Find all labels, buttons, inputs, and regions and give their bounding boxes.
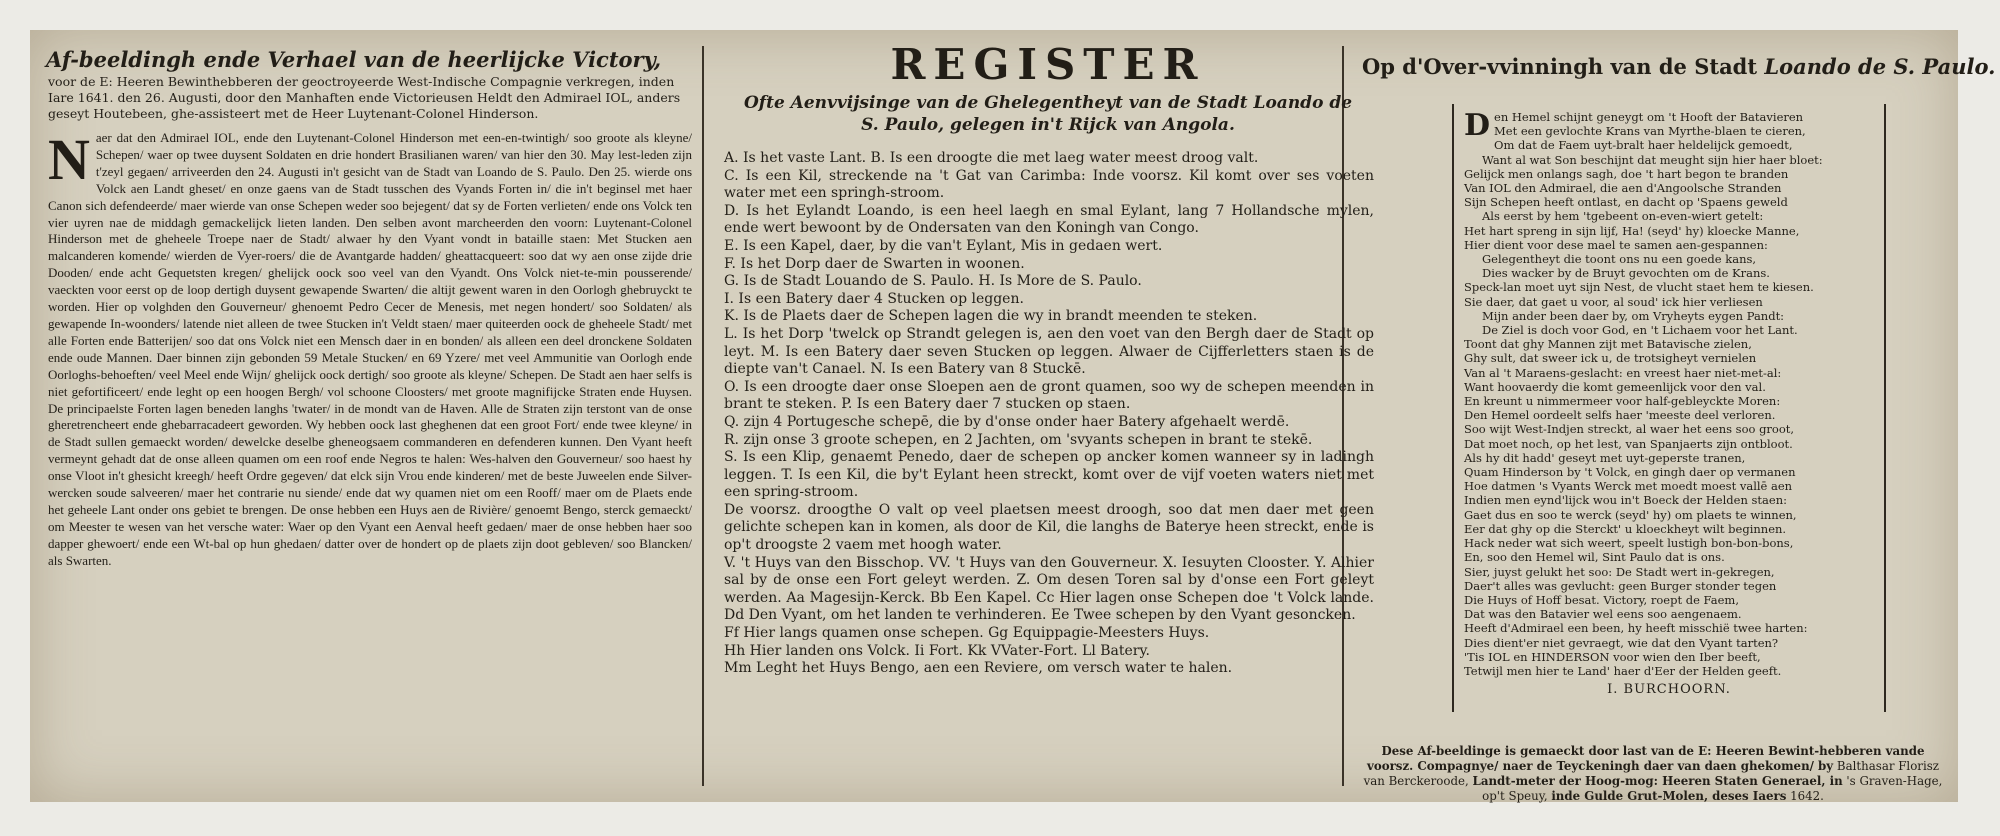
poem-line: Den Hemel oordeelt selfs haer 'meeste deel verloren. <box>1464 408 1776 423</box>
register-entry: Ff Hier langs quamen onse schepen. Gg Equippagie-Meesters Huys. <box>724 625 1210 642</box>
poem-line: Om dat de Faem uyt-bralt haer heldelijck gemoedt, <box>1494 138 1793 153</box>
right-column <box>1360 40 1996 803</box>
poem <box>1464 110 1874 678</box>
dropcap-n: N <box>48 127 90 192</box>
poem-line: De Ziel is doch voor God, en 't Lichaem voor het Lant. <box>1482 323 1798 338</box>
register-entry: O. Is een droogte daer onse Sloepen aen de gront quamen, soo wy de schepen meenden in brant te steken. P. Is een Batery daer 7 stucken op staen. <box>724 378 1374 413</box>
poem-line: Eer dat ghy op die Sterckt' u kloeckheyt wilt beginnen. <box>1464 521 1787 536</box>
poem-line: Daer't alles was gevlucht: geen Burger stonder tegen <box>1464 578 1777 593</box>
poem-line: Die Huys of Hoff besat. Victory, roept de Faem, <box>1464 592 1739 607</box>
imprint-part-a: Dese Af-beeldinge is gemaeckt door last van de E: Heeren Bewint-hebberen vande voorsz. Compagnye/ naer de Teyckeningh daer van daen ghekomen/ by <box>1367 744 1925 773</box>
register-entry: C. Is een Kil, streckende na 't Gat van Carimba: Inde voorsz. Kil komt over ses voeten water met een springh-stroom. <box>724 167 1374 202</box>
poem-line: Gaet dus en soo te werck (seyd' hy) om plaets te winnen, <box>1464 507 1797 522</box>
column-divider-left <box>702 46 704 786</box>
register-title: REGISTER <box>890 40 1206 89</box>
register-entry: Hh Hier landen ons Volck. Ii Fort. Kk VVater-Fort. Ll Batery. <box>724 642 1151 659</box>
poem-line: Hier dient voor dese mael te samen aen-gespannen: <box>1464 237 1768 252</box>
poem-line: En, soo den Hemel wil, Sint Paulo dat is ons. <box>1464 550 1725 565</box>
register-entry: R. zijn onse 3 groote schepen, en 2 Jachten, om 'svyants schepen in brant te stekē. <box>724 431 1313 448</box>
imprint-note <box>1362 744 1944 804</box>
poem-box <box>1452 104 1886 712</box>
poem-line: Hoe datmen 's Vyants Werck met moedt moest vallē aen <box>1464 479 1793 494</box>
poem-title <box>1362 54 1996 80</box>
imprint-part-c: inde Gulde Grut-Molen, deses Iaers <box>1551 789 1787 803</box>
poem-line: Speck-lan moet uyt sijn Nest, de vlucht staet hem te kiesen. <box>1464 280 1814 295</box>
left-title: Af-beeldingh ende Verhael van de heerlijcke Victory, <box>46 47 662 72</box>
victory-account <box>48 127 692 570</box>
poem-line: Heeft d'Admirael een been, hy heeft misschië twee harten: <box>1464 621 1808 636</box>
poem-line: Sie daer, dat gaet u voor, al soud' ick hier verliesen <box>1464 294 1763 309</box>
register-entry: L. Is het Dorp 'twelck op Strandt gelegen is, aen den voet van den Bergh daer de Stadt op leyt. M. Is een Batery daer seven Stucken op leggen. Alwaer de Cijfferletters staen is de diepte van't Canael. N. Is een Batery van 8 Stuckē. <box>724 325 1374 378</box>
victory-account-text: aer dat den Admirael IOL, ende den Luytenant-Colonel Hinderson met een-en-twintigh/ soo groote als kleyne/ Schepen/ waer op twee duysent Soldaten en drie hondert Brasilianen waren/ van hier den 30. May lest-leden zijn t'zeyl gegaen/ arriveerden den 24. Augusti in't gesicht van de Stadt van Loando de S. Paulo. Den 25. wierde ons Volck aen Landt gheset/ en onze gaens van de Stadt tusschen des Vyands Forten in/ die in't beginsel met haer Canon sich defendeerde/ maer wierde van onse Schepen weder soo bejegent/ dat sy de Forten verlieten/ ende ons Volck ten vier uyren nae de middagh gemackelijck lieten landen. Den selben avont marcheerden den voorn: Luytenant-Colonel Hinderson met de gheheele Troepe naer de Stadt/ alwaer hy den Vyant vondt in bataille staen: Met Stucken aen malcanderen komende/ wierden de Vyer-roers/ die de Avantgarde hadden/ gheattacqueert: soo dat wy aen onse zijde drie Dooden/ ende acht Gequetsten kregen/ ghelijck oock soo veel van den Vyandt. Ons Volck niet-te-min pousserende/ vaeckten voor eerst op de loop dertigh duysent gewapende Swarten/ die altijt gewent waren in den Oorlogh ghebruyckt te worden. Hier op volghden den Gouverneur/ ghenoemt Pedro Cecer de Menesis, met negen hondert/ soo Soldaten/ als gewapende In-woonders/ latende niet alleen de twee Stucken in't Veldt staen/ maer quiteerden oock de gheheele Stadt/ met alle Forten ende Batterijen/ soo dat ons Volck niet een Mensch daer in en bonden/ als alleen een deel dronckene Soldaten ende oude Mannen. Daer binnen zijn gebonden 59 Metale Stucken/ en 69 Yzere/ met veel Ammunitie van Oorlogh ende Oorloghs-behoeften/ veel Meel ende Wijn/ ghelijck oock dertigh/ soo groote als kleyne/ Schepen. De Stadt aen haer selfs is niet gefortificeert/ ende leght op een hoogen Bergh/ vol schoone Cloosters/ met groote magnifijcke Straten ende Huysen. De principaelste Forten lagen beneden langhs 'twater/ in de mondt van de Haven. Alle de Straten zijn terstont van de onse gheretrencheert ende ghebarracadeert geworden. Wy hebben oock last gheghenen dat een groot Fort/ ende twee kleyne/ in de Stadt sullen gemaeckt worden/ dewelcke deselbe gheneogsaem commanderen en defenderen kunnen. Den Vyant heeft vermeynt gehadt dat de onse alleen quamen om een roof ende Negros te halen: Wes-halven den Gouverneur/ soo haest hy onse Vloot in't ghesicht kreegh/ heeft Ordre gegeven/ dat elck sijn Vrou ende kinderen/ met de beste Juweelen ende Silver-wercken soude salveeren/ maer het contrarie nu siende/ ende dat wy quamen niet om een Rooff/ maer om de Plaets ende het geheele Lant onder ons gebiet te brengen. De onse hebben een Huys aen de Rivière/ genoemt Bengo, sterck gemaeckt/ om Meester te wesen van het versche water: Waer op den Vyant een Aenval heeft gedaen/ maer de onse hebben haer soo dapper ghewoert/ ende een Wt-bal op hun ghedaen/ datter over de hondert op de plaets zijn doot gebleven/ soo Blancken/ als Swarten. <box>48 130 692 568</box>
poem-line: Gelijck men onlangs sagh, doe 't hart begon te branden <box>1464 166 1789 181</box>
dropcap-d: D <box>1464 108 1491 143</box>
imprint-place: 's Graven-Hage, op't Speuy, <box>1482 774 1943 803</box>
poem-line: Want al wat Son beschijnt dat meught sijn hier haer bloet: <box>1482 152 1823 167</box>
poem-title-place: Loando de S. Paulo. <box>1764 54 1996 79</box>
imprint-part-b: Landt-meter der Hoog-mog: Heeren Staten Generael, in <box>1472 774 1843 788</box>
poem-line: Gelegentheyt die toont ons nu een goede kans, <box>1482 252 1757 267</box>
poem-line: Sijn Schepen heeft ontlast, en dacht op 'Spaens geweld <box>1464 195 1788 210</box>
poem-line: Sier, juyst gelukt het soo: De Stadt wert in-gekregen, <box>1464 564 1775 579</box>
register-entry: Mm Leght het Huys Bengo, aen een Reviere, om versch water te halen. <box>724 660 1233 677</box>
poem-line: Dies dient'er niet gevraegt, wie dat den Vyant tarten? <box>1464 635 1779 650</box>
broadsheet <box>30 30 1996 803</box>
poem-line: 'Tis IOL en HINDERSON voor wien den Iber beeft, <box>1464 649 1761 664</box>
poem-line: Als eerst by hem 'tgebeent on-even-wiert getelt: <box>1482 209 1764 224</box>
poem-line: En kreunt u nimmermeer voor half-gebleyckte Moren: <box>1464 394 1781 409</box>
register-entry: V. 't Huys van den Bisschop. VV. 't Huys van den Gouverneur. X. Iesuyten Clooster. Y. Alhier sal by de onse een Fort geleyt werden. Z. Om desen Toren sal by d'onse een Fort geleyt werden. Aa Magesijn-Kerck. Bb Een Kapel. Cc Hier lagen onse Schepen doe 't Volck lande. Dd Den Vyant, om het landen te verhinderen. Ee Twee schepen by den Vyant gesoncken. <box>724 554 1374 624</box>
poem-line: Hack neder wat sich weert, speelt lustigh bon-bon-bons, <box>1464 536 1794 551</box>
poem-signature: I. BURCHOORN. <box>1607 682 1731 698</box>
poem-title-prefix: Op d'Over-vvinningh van de Stadt <box>1362 54 1758 79</box>
register-entry: De voorsz. droogthe O valt op veel plaetsen meest droogh, soo dat men daer met geen gelichte schepen kan in komen, als door de Kil, die langhs de Bateryе heen streckt, ende is op't droogste 2 vaem met hoogh water. <box>724 501 1374 554</box>
poem-line: Van IOL den Admirael, die aen d'Angoolsche Stranden <box>1464 181 1782 196</box>
imprint-author: Balthasar Florisz van Berckeroode, <box>1363 759 1939 788</box>
register-entry: F. Is het Dorp daer de Swarten in woonen. <box>724 255 1025 272</box>
poem-line: Ghy sult, dat sweer ick u, de trotsigheyt vernielen <box>1464 351 1757 366</box>
poem-line: Toont dat ghy Mannen zijt met Batavische zielen, <box>1464 337 1752 352</box>
poem-line: Soo wijt West-Indjen streckt, al waer het eens soo groot, <box>1464 422 1795 437</box>
poem-line: Tetwijl men hier te Land' haer d'Eer der Helden geeft. <box>1464 663 1782 678</box>
left-intro: voor de E: Heeren Bewinthebberen der geoctroyeerde West-Indische Compagnie verkregen, inden Iare 1641. den 26. Augusti, door den Manhaften ende Victorieusen Heldt den Admirael IOL, anders geseyt Houtebeen, ghe-assisteert met de Heer Luytenant-Colonel Hinderson. <box>48 74 681 121</box>
left-column <box>42 40 692 794</box>
register-entry: S. Is een Klip, genaemt Penedo, daer de schepen op ancker komen wanneer sy in ladingh leggen. T. Is een Kil, die by't Eylant heen streckt, komt over de vijf voeten waters niet met een spring-stroom. <box>724 449 1374 501</box>
poem-line: Quam Hinderson by 't Volck, en gingh daer op vermanen <box>1464 465 1796 480</box>
poem-line: Want hoovaerdy die komt gemeenlijck voor den val. <box>1464 379 1766 394</box>
poem-line: Met een gevlochte Krans van Myrthe-blaen te cieren, <box>1494 124 1806 139</box>
register-subtitle: Ofte Aenvvijsinge van de Ghelegentheyt van de Stadt Loando de S. Paulo, gelegen in't Rijck van Angola. <box>743 93 1353 135</box>
register-entry: Q. zijn 4 Portugesche schepē, die by d'onse onder haer Batery afgehaelt werdē. <box>724 413 1290 430</box>
poem-line: Dies wacker by de Bruyt gevochten om de Krans. <box>1482 266 1770 281</box>
middle-column <box>718 40 1378 794</box>
poem-line: Mijn ander been daer by, om Vryheyts eygen Pandt: <box>1482 308 1785 323</box>
register-entry: I. Is een Batery daer 4 Stucken op leggen. <box>724 290 1024 307</box>
register-entry: A. Is het vaste Lant. B. Is een droogte die met laeg water meest droog valt. <box>724 150 1259 166</box>
imprint-year: 1642. <box>1790 789 1824 803</box>
register-entry: K. Is de Plaets daer de Schepen lagen die wy in brandt meenden te steken. <box>724 308 1258 325</box>
register-entry: G. Is de Stadt Louando de S. Paulo. H. Is More de S. Paulo. <box>724 273 1142 290</box>
register-entry: D. Is het Eylandt Loando, is een heel laegh en smal Eylant, lang 7 Hollandsche mylen, ende wert bewoont by de Ondersaten van den Koningh van Congo. <box>724 202 1374 237</box>
poem-line: Als hy dit hadd' geseyt met uyt-geperste tranen, <box>1464 450 1746 465</box>
poem-line: Dat was den Batavier wel eens soo aengenaem. <box>1464 607 1742 622</box>
register-entry: E. Is een Kapel, daer, by die van't Eylant, Mis in gedaen wert. <box>724 237 1163 254</box>
register-list <box>724 150 1374 678</box>
poem-line: Dat moet noch, op het lest, van Spanjaerts zijn ontbloot. <box>1464 436 1793 451</box>
poem-line: Van al 't Maraens-geslacht: en vreest haer niet-met-al: <box>1464 365 1782 380</box>
poem-line: Indien men eynd'lijck wou in't Boeck der Helden staen: <box>1464 493 1787 508</box>
poem-line: en Hemel schijnt geneygt om 't Hooft der Batavieren <box>1494 110 1804 124</box>
poem-line: Het hart spreng in sijn lijf, Ha! (seyd' hy) kloecke Manne, <box>1464 223 1800 238</box>
